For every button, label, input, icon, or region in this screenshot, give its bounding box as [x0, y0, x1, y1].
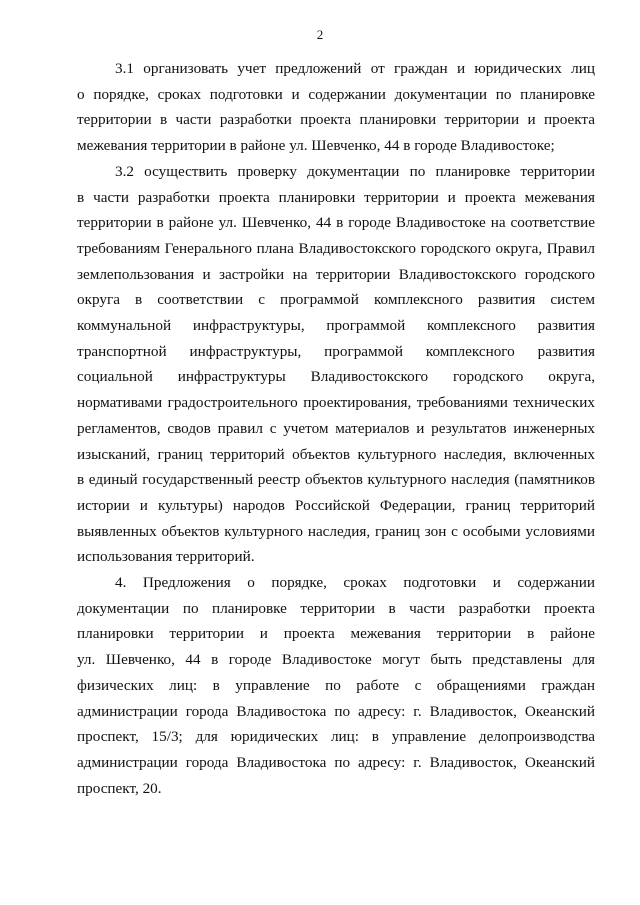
- paragraph-line: социальной инфраструктуры Владивостокского городского округа,: [77, 368, 595, 386]
- paragraph-line: территории в части разработки проекта планировки территории и проекта: [77, 111, 595, 129]
- paragraph-line: администрации города Владивостока по адресу: г. Владивосток, Океанский: [77, 753, 595, 771]
- paragraph-line: территории в районе ул. Шевченко, 44 в городе Владивостоке на соответствие: [77, 214, 595, 232]
- paragraph-line: о порядке, сроках подготовки и содержании документации по планировке: [77, 85, 595, 103]
- document-body: [77, 56, 595, 801]
- paragraph-line: планировки территории и проекта межевания территории в районе: [77, 625, 595, 643]
- paragraph-line: физических лиц: в управление по работе с обращениями граждан: [77, 676, 595, 694]
- paragraph-line: транспортной инфраструктуры, программой комплексного развития: [77, 342, 595, 360]
- paragraph-line: проспект, 20.: [77, 779, 162, 797]
- paragraph-3-1: [77, 56, 595, 159]
- paragraph-line: истории и культуры) народов Российской Федерации, границ территорий: [77, 496, 595, 514]
- page-number: 2: [316, 27, 324, 42]
- paragraph-line: в единый государственный реестр объектов культурного наследия (памятников: [77, 471, 595, 489]
- paragraph-line: проспект, 15/3; для юридических лиц: в управление делопроизводства: [77, 728, 595, 746]
- paragraph-line: округа в соответствии с программой комплексного развития систем: [77, 291, 595, 309]
- paragraph-line: 3.2 осуществить проверку документации по планировке территории: [115, 162, 595, 180]
- paragraph-line: выявленных объектов культурного наследия, границ зон с особыми условиями: [77, 522, 595, 540]
- paragraph-line: требованиям Генерального плана Владивостокского городского округа, Правил: [77, 239, 595, 257]
- paragraph-line: межевания территории в районе ул. Шевченко, 44 в городе Владивостоке;: [77, 137, 555, 155]
- paragraph-line: 4. Предложения о порядке, сроках подготовки и содержании: [115, 574, 595, 592]
- paragraph-line: нормативами градостроительного проектирования, требованиями технических: [77, 394, 595, 412]
- paragraph-line: администрации города Владивостока по адресу: г. Владивосток, Океанский: [77, 702, 595, 720]
- paragraph-line: изысканий, границ территорий объектов культурного наследия, включенных: [77, 445, 595, 463]
- paragraph-line: использования территорий.: [77, 548, 255, 566]
- paragraph-line: коммунальной инфраструктуры, программой комплексного развития: [77, 317, 595, 335]
- paragraph-line: в части разработки проекта планировки территории и проекта межевания: [77, 188, 595, 206]
- paragraph-4: [77, 570, 595, 801]
- paragraph-line: ул. Шевченко, 44 в городе Владивостоке могут быть представлены для: [77, 651, 595, 669]
- paragraph-line: землепользования и застройки на территории Владивостокского городского: [77, 265, 595, 283]
- paragraph-line: регламентов, сводов правил с учетом материалов и результатов инженерных: [77, 419, 595, 437]
- paragraph-3-2: [77, 159, 595, 570]
- paragraph-line: документации по планировке территории в части разработки проекта: [77, 599, 595, 617]
- paragraph-line: 3.1 организовать учет предложений от граждан и юридических лиц: [115, 60, 595, 77]
